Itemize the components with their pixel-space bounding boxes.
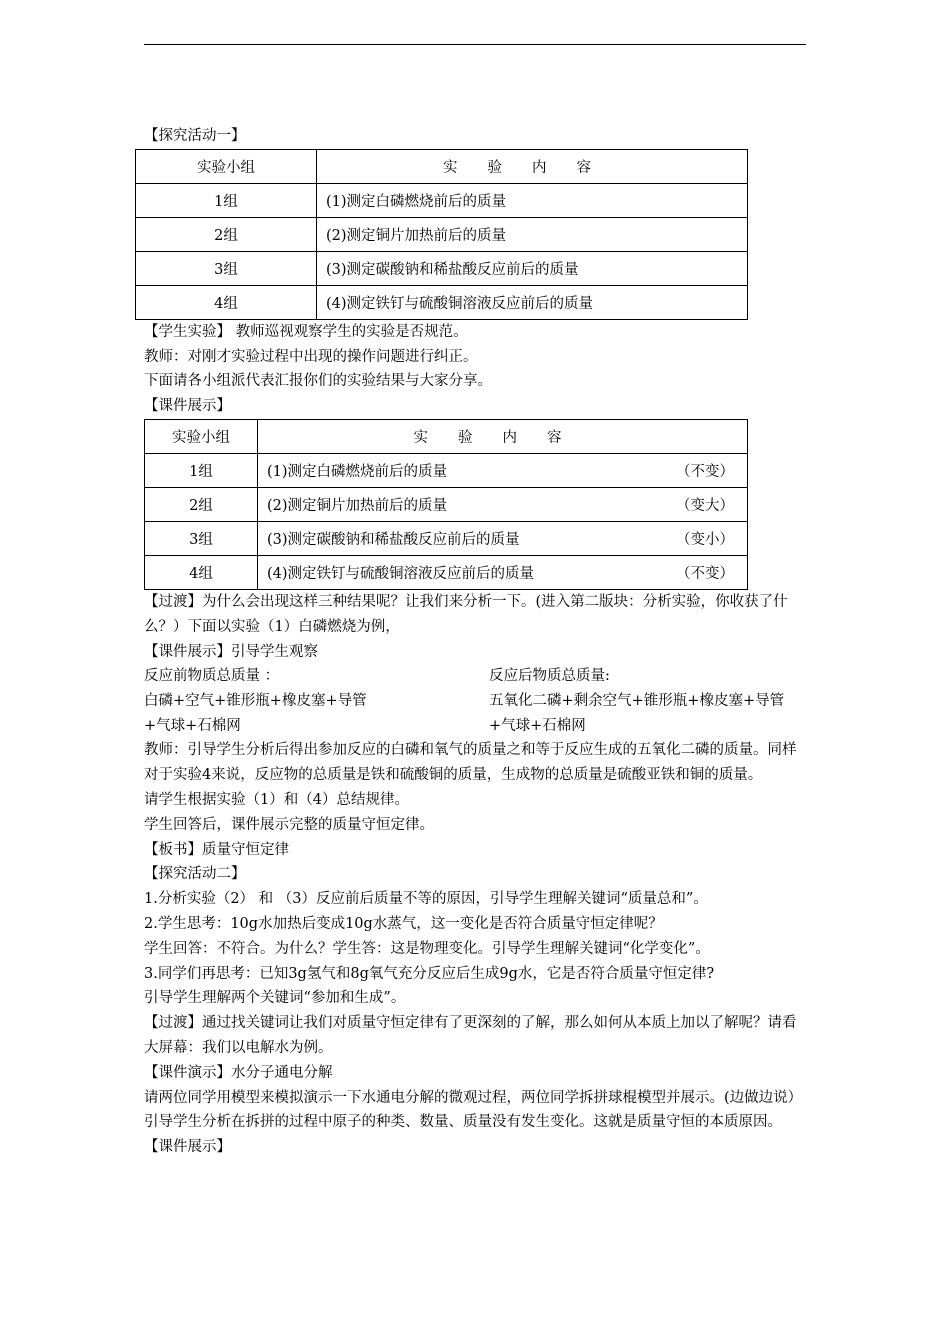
content-text: (1)测定白磷燃烧前后的质量: [267, 463, 448, 480]
after-column: [489, 664, 784, 738]
experiment-table-1: [135, 149, 748, 320]
group-cell: 1组: [136, 183, 317, 217]
table-row: [136, 285, 748, 319]
report-line: 下面请各小组派代表汇报你们的实验结果与大家分享。: [144, 373, 492, 390]
group-cell: 3组: [145, 521, 258, 555]
transition2-tag: 【过渡】: [144, 1015, 202, 1032]
before-items-continued: +气球+石棉网: [144, 717, 241, 734]
table-row: [145, 555, 748, 589]
after-items: 五氧化二磷+剩余空气+锥形瓶+橡皮塞+导管: [489, 693, 785, 710]
result-text: （不变）: [676, 463, 734, 480]
table-row: [145, 453, 748, 487]
header-group: 实验小组: [136, 149, 317, 183]
result-text: （变小）: [676, 531, 734, 548]
courseware-heading: 【课件展示】: [144, 398, 231, 415]
group-cell: 4组: [136, 285, 317, 319]
group-cell: 2组: [145, 487, 258, 521]
board-tag: 【板书】: [144, 841, 202, 858]
table-row: [136, 251, 748, 285]
document-body: [144, 124, 808, 1160]
table-header-row: [145, 419, 748, 453]
content-cell: [258, 555, 748, 589]
transition2-paragraph: [144, 1011, 808, 1061]
item-3-guide: 引导学生理解两个关键词“参加和生成”。: [144, 990, 406, 1007]
content-text: (4)测定铁钉与硫酸铜溶液反应前后的质量: [267, 565, 535, 582]
transition-paragraph: [144, 590, 808, 640]
content-cell: [258, 453, 748, 487]
header-group: 实验小组: [145, 419, 258, 453]
activity2-heading: 【探究活动二】: [144, 866, 246, 883]
content-cell: [258, 487, 748, 521]
courseware-final: 【课件展示】: [144, 1139, 231, 1156]
demo-tag: 【课件演示】: [144, 1064, 231, 1081]
after-answer-line: 学生回答后，课件展示完整的质量守恒定律。: [144, 816, 434, 833]
transition-tag: 【过渡】: [144, 593, 202, 610]
content-cell: (1)测定白磷燃烧前后的质量: [317, 183, 748, 217]
content-text: (3)测定碳酸钠和稀盐酸反应前后的质量: [267, 531, 520, 548]
header-rule: [144, 44, 806, 45]
header-content: 实验内容: [258, 419, 748, 453]
result-text: （不变）: [676, 565, 734, 582]
student-experiment-text: 教师巡视观察学生的实验是否规范。: [231, 323, 468, 340]
guide-tag: 【课件展示】: [144, 643, 231, 660]
table-row: [145, 487, 748, 521]
table-row: [145, 521, 748, 555]
teacher-analysis: 教师：引导学生分析后得出参加反应的白磷和氧气的质量之和等于反应生成的五氧化二磷的质量。同样对于实验4来说，反应物的总质量是铁和硫酸铜的质量，生成物的总质量是硫酸亚铁和铜的质量。: [144, 742, 797, 784]
before-label: 反应前物质总质量 ：: [144, 668, 280, 685]
table-row: [136, 183, 748, 217]
board-text: 质量守恒定律: [202, 841, 289, 858]
teacher-correct: 教师：对刚才实验过程中出现的操作问题进行纠正。: [144, 348, 478, 365]
transition2-text: 通过找关键词让我们对质量守恒定律有了更深刻的了解，那么如何从本质上加以了解呢？请看大屏幕：我们以电解水为例。: [144, 1015, 797, 1056]
group-cell: 1组: [145, 453, 258, 487]
table-header-row: [136, 149, 748, 183]
content-cell: (4)测定铁钉与硫酸铜溶液反应前后的质量: [317, 285, 748, 319]
group-cell: 3组: [136, 251, 317, 285]
group-cell: 2组: [136, 217, 317, 251]
demo-description: 请两位同学用模型来模拟演示一下水通电分解的微观过程，两位同学拆拼球棍模型并展示。(边做边说）引导学生分析在拆拼的过程中原子的种类、数量、质量没有发生变化。这就是质量守恒的本质原因。: [144, 1089, 803, 1131]
summarize-line: 请学生根据实验（1）和（4）总结规律。: [144, 791, 409, 808]
result-text: （变大）: [676, 497, 734, 514]
student-experiment-tag: 【学生实验】: [144, 323, 231, 340]
after-label: 反应后物质总质量:: [489, 668, 610, 685]
board-line: [144, 838, 808, 863]
mass-comparison: [144, 664, 808, 738]
content-cell: [258, 521, 748, 555]
after-items-2: +气球+石棉网: [489, 717, 586, 734]
content-text: (2)测定铜片加热前后的质量: [267, 497, 448, 514]
table-row: [136, 217, 748, 251]
demo-line: [144, 1061, 808, 1086]
content-cell: (3)测定碳酸钠和稀盐酸反应前后的质量: [317, 251, 748, 285]
student-experiment-line: [144, 320, 808, 345]
activity1-heading: 【探究活动一】: [144, 128, 246, 144]
experiment-table-2: [144, 419, 748, 590]
item-1: 1.分析实验（2） 和 （3）反应前后质量不等的原因，引导学生理解关键词“质量总和”。: [144, 891, 708, 908]
before-items: 白磷+空气+锥形瓶+橡皮塞+导管: [144, 693, 367, 710]
demo-text: 水分子通电分解: [231, 1064, 333, 1081]
header-content: 实验内容: [317, 149, 748, 183]
content-cell: (2)测定铜片加热前后的质量: [317, 217, 748, 251]
group-cell: 4组: [145, 555, 258, 589]
guide-line: [144, 640, 808, 665]
guide-text: 引导学生观察: [231, 643, 318, 660]
item-2-answer: 学生回答：不符合。为什么？学生答：这是物理变化。引导学生理解关键词“化学变化”。: [144, 940, 710, 957]
transition-text: 为什么会出现这样三种结果呢？让我们来分析一下。(进入第二版块：分析实验，你收获了什么？）下面以实验（1）白磷燃烧为例，: [144, 593, 788, 635]
item-3: 3.同学们再思考：已知3g氢气和8g氧气充分反应后生成9g水，它是否符合质量守恒定律?: [144, 965, 715, 982]
item-2: 2.学生思考：10g水加热后变成10g水蒸气，这一变化是否符合质量守恒定律呢？: [144, 915, 663, 932]
